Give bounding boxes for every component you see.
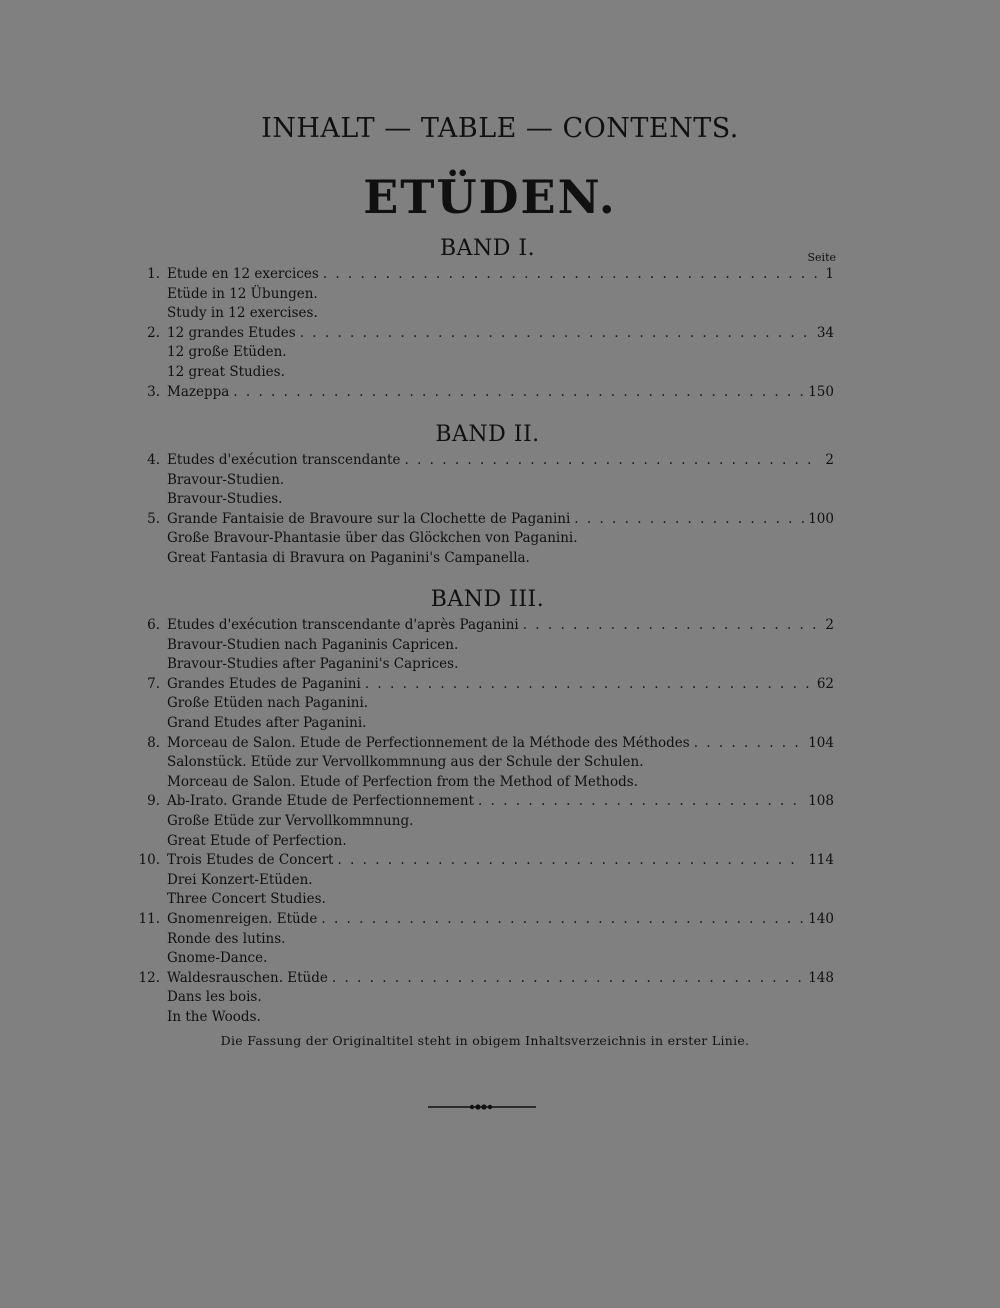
entry-title: Etude en 12 exercices xyxy=(167,266,319,282)
entry-translation: Bravour-Studien. xyxy=(167,471,285,488)
leader-dots xyxy=(323,264,822,284)
leader-dots xyxy=(332,968,804,988)
entry-page-number: 108 xyxy=(808,793,834,810)
entry-page-number: 34 xyxy=(816,324,834,341)
toc-entry xyxy=(136,264,834,284)
entry-translation: Study in 12 exercises. xyxy=(167,305,318,322)
entry-page-number: 114 xyxy=(808,852,834,869)
entry-translation-line xyxy=(136,1007,834,1027)
entry-translation: Three Concert Studies. xyxy=(167,891,326,908)
entry-page-number: 104 xyxy=(808,734,834,751)
entry-translation: 12 große Etüden. xyxy=(167,344,287,361)
leader-dots xyxy=(300,323,813,343)
entry-title: Etudes d'exécution transcendante d'après Paganini xyxy=(167,617,519,633)
leader-dots xyxy=(523,615,822,635)
entry-number: 2. xyxy=(147,324,160,341)
entry-translation-line xyxy=(136,831,834,851)
toc-entry xyxy=(136,850,834,870)
leader-dots xyxy=(694,733,805,753)
entry-translation: Große Etüden nach Paganini. xyxy=(167,695,369,712)
entry-translation-line xyxy=(136,987,834,1007)
sub-title: ETÜDEN. xyxy=(363,170,617,224)
entry-title: Etudes d'exécution transcendante xyxy=(167,452,401,468)
entry-translation: Große Bravour-Phantasie über das Glöckchen von Paganini. xyxy=(167,530,578,547)
entry-title-row xyxy=(167,615,834,635)
entry-translation: Dans les bois. xyxy=(167,989,262,1006)
leader-dots xyxy=(233,382,804,402)
entry-title-row xyxy=(167,323,834,343)
entry-title-row xyxy=(167,509,834,529)
entry-translation-line xyxy=(136,303,834,323)
entry-translation-line xyxy=(136,693,834,713)
entry-translation-line xyxy=(136,362,834,382)
entry-page-number: 62 xyxy=(816,675,834,692)
entry-title-row xyxy=(167,733,834,753)
toc-entry xyxy=(136,615,834,635)
leader-dots xyxy=(574,509,804,529)
entry-page-number: 150 xyxy=(808,383,834,400)
entry-translation-line xyxy=(136,889,834,909)
toc-entry xyxy=(136,791,834,811)
entry-translation: In the Woods. xyxy=(167,1009,261,1025)
entry-number: 9. xyxy=(147,793,160,810)
toc-entry xyxy=(136,674,834,694)
entry-number: 6. xyxy=(147,617,160,633)
entry-translation-line xyxy=(136,772,834,792)
entry-translation-line xyxy=(136,870,834,890)
leader-dots xyxy=(404,450,821,470)
entry-number: 11. xyxy=(138,911,160,927)
entry-title: Ab-Irato. Grande Etude de Perfectionnement xyxy=(167,793,475,810)
entry-translation-line xyxy=(136,635,834,655)
entry-title-row xyxy=(167,264,834,284)
entry-title-row xyxy=(167,382,834,402)
entry-translation-line xyxy=(136,948,834,968)
entry-page-number: 148 xyxy=(808,969,834,986)
toc-entry xyxy=(136,733,834,753)
entry-translation: Grand Etudes after Paganini. xyxy=(167,715,367,731)
footnote: Die Fassung der Originaltitel steht in obigem Inhaltsverzeichnis in erster Linie. xyxy=(220,1033,750,1048)
entry-title: Trois Etudes de Concert xyxy=(167,852,334,869)
entry-title: Waldesrauschen. Etüde xyxy=(167,969,328,986)
entry-number: 12. xyxy=(138,969,160,986)
entry-page-number: 140 xyxy=(808,911,834,927)
entry-title: Morceau de Salon. Etude de Perfectionnement de la Méthode des Méthodes xyxy=(167,734,690,751)
leader-dots xyxy=(478,791,804,811)
entry-translation: 12 great Studies. xyxy=(167,364,285,380)
entry-translation-line xyxy=(136,548,834,568)
toc-entry xyxy=(136,450,834,470)
entry-translation-line xyxy=(136,929,834,949)
entry-translation: Morceau de Salon. Etude of Perfection from the Method of Methods. xyxy=(167,773,638,790)
entry-translation: Ronde des lutins. xyxy=(167,930,286,947)
entry-page-number: 2 xyxy=(825,617,834,633)
toc-entry xyxy=(136,509,834,529)
entry-title: Grande Fantaisie de Bravoure sur la Clochette de Paganini xyxy=(167,510,571,527)
entry-number: 5. xyxy=(147,510,160,527)
entry-translation: Etüde in 12 Übungen. xyxy=(167,285,318,302)
entry-number: 1. xyxy=(147,266,160,282)
seite-label: Seite xyxy=(807,251,836,264)
band-title: BAND III. xyxy=(430,587,545,612)
leader-dots xyxy=(365,674,813,694)
entry-translation-line xyxy=(136,654,834,674)
entry-title-row xyxy=(167,968,834,988)
entry-number: 8. xyxy=(147,734,160,751)
entry-title: Mazeppa xyxy=(167,383,230,400)
entry-page-number: 1 xyxy=(825,266,834,282)
entry-translation: Gnome-Dance. xyxy=(167,950,268,967)
entry-number: 10. xyxy=(138,852,160,869)
entry-page-number: 2 xyxy=(825,452,834,468)
entry-translation: Bravour-Studies. xyxy=(167,491,283,508)
entry-page-number: 100 xyxy=(808,510,834,527)
entry-translation-line xyxy=(136,470,834,490)
toc-entry xyxy=(136,323,834,343)
entry-translation: Bravour-Studien nach Paganinis Capricen. xyxy=(167,636,459,653)
entry-title-row xyxy=(167,909,834,929)
entry-translation: Große Etüde zur Vervollkommnung. xyxy=(167,813,414,829)
entry-translation-line xyxy=(136,342,834,362)
leader-dots xyxy=(337,850,804,870)
entry-title: Grandes Etudes de Paganini xyxy=(167,675,361,692)
leader-dots xyxy=(321,909,804,929)
entry-title-row xyxy=(167,850,834,870)
toc-entry xyxy=(136,382,834,402)
entry-translation-line xyxy=(136,713,834,733)
main-title: INHALT — TABLE — CONTENTS. xyxy=(261,113,739,144)
entry-translation-line xyxy=(136,284,834,304)
entry-translation-line xyxy=(136,528,834,548)
entry-number: 7. xyxy=(147,675,160,692)
entry-title: 12 grandes Etudes xyxy=(167,324,296,341)
entry-title-row xyxy=(167,791,834,811)
entry-translation: Drei Konzert-Etüden. xyxy=(167,871,313,888)
entry-translation-line xyxy=(136,489,834,509)
entry-translation: Salonstück. Etüde zur Vervollkommnung aus der Schule der Schulen. xyxy=(167,754,644,771)
entry-title: Gnomenreigen. Etüde xyxy=(167,911,318,927)
entry-title-row xyxy=(167,674,834,694)
entry-translation: Great Fantasia di Bravura on Paganini's Campanella. xyxy=(167,550,530,566)
band-title: BAND II. xyxy=(435,422,540,447)
entry-number: 3. xyxy=(147,383,160,400)
entry-translation: Great Etude of Perfection. xyxy=(167,832,347,849)
entry-number: 4. xyxy=(147,452,160,468)
toc-entry xyxy=(136,968,834,988)
toc-entry xyxy=(136,909,834,929)
entry-translation-line xyxy=(136,811,834,831)
band-title: BAND I. xyxy=(439,236,536,261)
entry-title-row xyxy=(167,450,834,470)
entry-translation-line xyxy=(136,752,834,772)
entry-translation: Bravour-Studies after Paganini's Caprices. xyxy=(167,656,459,673)
ornament-divider-icon xyxy=(428,1100,536,1114)
